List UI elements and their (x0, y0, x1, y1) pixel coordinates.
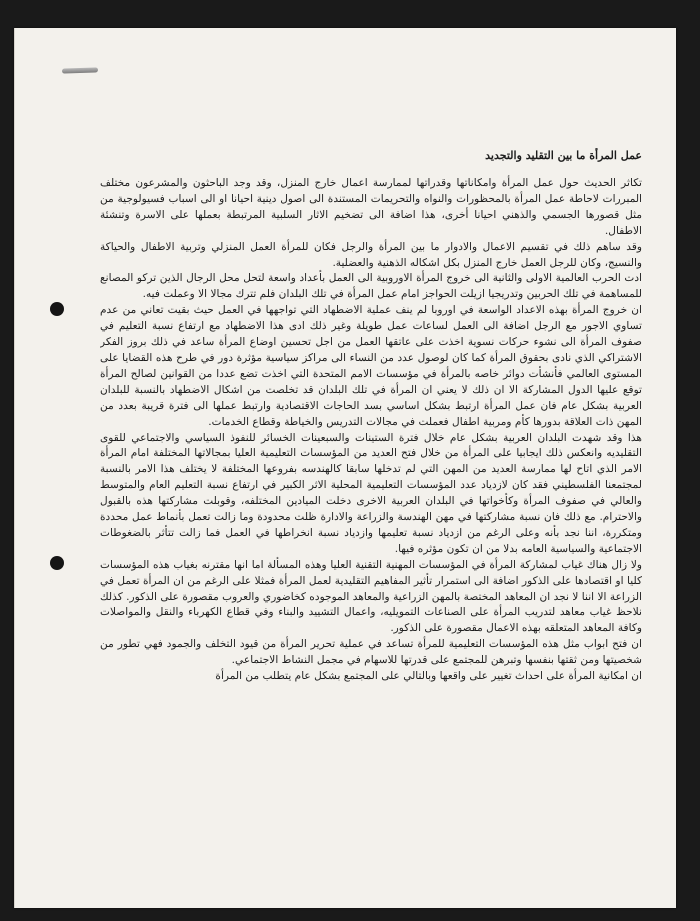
paragraph: ان خروج المرأة بهذه الاعداد الواسعة في اوروبا لم ينف عملية الاضطهاد التي تواجهها في العمل حيث بقيت تعاني من عدم تساوي الاجور مع الرجل اضافة الى العمل لساعات عمل طويلة وغير ذلك ادى هذا الاضطهاد مع ارتفاع نسبة التعليم في صفوف المرأة الى نشوء حركات نسوية اخذت على عاتقها العمل من اجل تحسين اوضاع المرأة ساعد في ذلك بروز الفكر الاشتراكي الذي نادى بحقوق المرأة كما كان لوصول عدد من النساء الى مراكز سياسية مؤثرة دور في طرح هذه القضايا على المستوى العالمي فأنشأت دوائر خاصه بالمرأة في مؤسسات الامم المتحدة التي اخذت تضع عددا من القوانين لصالح المرأة توقع عليها الدول المشاركة الا ان ذلك لا يعني ان المرأة في تلك البلدان قد تخلصت من اشكال الاضطهاد بالنسبة للبلدان العربية بشكل عام فان عمل المرأة ارتبط بشكل اساسي بسد الحاجات الاقتصادية وارتبط عملها الى فترة قريبة بعدد من المهن ذات العلاقة بدورها كأم ومربية اطفال فعملت في مجالات التدريس والخياطة وقطاع الخدمات. (100, 304, 642, 428)
punch-hole-icon (50, 556, 64, 570)
paragraph: وقد ساهم ذلك في تقسيم الاعمال والادوار ما بين المرأة والرجل فكان للمرأة العمل المنزلي وتربية الاطفال والحياكة والنسيج، وكان للرجل العمل خارج المنزل بكل اشكاله الذهنية والعضلية. (100, 240, 642, 269)
document-body (100, 148, 642, 908)
paragraph: ادت الحرب العالمية الاولى والثانية الى خروج المرأة الاوروبية الى العمل بأعداد واسعة لتحل محل الرجال الذين تركو المصانع للمساهمة في تلك الحربين وتدريجيا ازيلت الحواجز امام عمل المرأة في تلك البلدان فلم تترك مجالا الا وعملت فيه. (100, 272, 642, 301)
paragraph: هذا وقد شهدت البلدان العربية بشكل عام خلال فترة الستينات والسبعينات الخسائر للنفوذ السياسي والاجتماعي للقوى التقليديه وانعكس ذلك ايجابيا على المرأة من خلال فتح العديد من المؤسسات التعليمية العليا بمجالاتها المختلفة امام المرأة الامر الذي اتاح لها ممارسة العديد من المهن التي لم تدخلها سابقا كالهندسه بفروعها المختلفة لا يختلف هذا الامر بالنسبة لمجتمعنا الفلسطيني فقد كان لازدياد عدد المؤسسات التعليمية المحلية الاثر الكبير في ارتفاع نسبة التعليم العام والمتوسط والعالي في صفوف المرأة وكأخواتها في البلدان العربية الاخرى دخلت الميادين المختلفه، وقوبلت مشاركتها هذه بالقبول والاحترام. مع ذلك فان نسبة مشاركتها في مهن الهندسة والزراعة والادارة ظلت محدودة وما زالت تعمل بأنماط عمل محددة ومتكررة، اننا نجد بأنه وعلى الرغم من ازدياد نسبة تعليمها وازدياد نسبة انخراطها في العمل فما زالت تتأثر بالضغوطات الاجتماعية والسياسية العامه بدلا من ان تكون مؤثره فيها. (100, 431, 642, 555)
paragraph: ان امكانية المرأة على احداث تغيير على واقعها وبالتالي على المجتمع بشكل عام يتطلب من المرأة (215, 670, 642, 683)
paragraph: ولا زال هناك غياب لمشاركة المرأة في المؤسسات المهنية التقنية العليا وهذه المسألة اما انها مقترنه بغياب هذه المؤسسات كليا او اقتصادها على الذكور اضافة الى استمرار تأثير المفاهيم التقليدية لعمل المرأة فمثلا على الرغم من ان المرأة تعمل في الزراعة الا اننا لا نجد ان المعاهد المختصة بالمهن الزراعية والمعاهد الموجوده كخاضوري والعروب مقصورة على الذكور. كذلك نلاحظ غياب معاهد لتدريب المرأة على الصناعات التمويليه، واعمال التشييد والبناء وفي قطاع الكهرباء والنقل والمواصلات وكافة المعاهد المتعلقه بهذه الاعمال مقصورة على الذكور. (100, 558, 642, 635)
paragraph: ان فتح ابواب مثل هذه المؤسسات التعليمية للمرأة تساعد في عملية تحرير المرأة من قيود التخلف والجمود فهي تطور من شخصيتها ومن ثقتها بنفسها وتبرهن للمجتمع على قدرتها للاسهام في مجمل النشاط الاجتماعي. (100, 638, 642, 667)
paragraph: تكاثر الحديث حول عمل المرأة وامكاناتها وقدراتها لممارسة اعمال خارج المنزل، وقد وجد الباحثون والمشرعون مختلف المبررات لاحاطة عمل المرأة بالمحظورات والنواه والتحريمات المستندة الى اصول دينية احيانا او الى اسباب فسيولوجية من مثل قصورها الجسمي والذهني احيانا أخرى، هذا اضافة الى تضخيم الاثار السلبية المرتبطة بعملها على الاسرة وتنشئة الاطفال. (100, 177, 642, 237)
document-page (14, 28, 676, 908)
document-title: عمل المرأة ما بين التقليد والتجديد (485, 149, 642, 162)
punch-hole-icon (50, 302, 64, 316)
staple-icon (62, 67, 98, 73)
